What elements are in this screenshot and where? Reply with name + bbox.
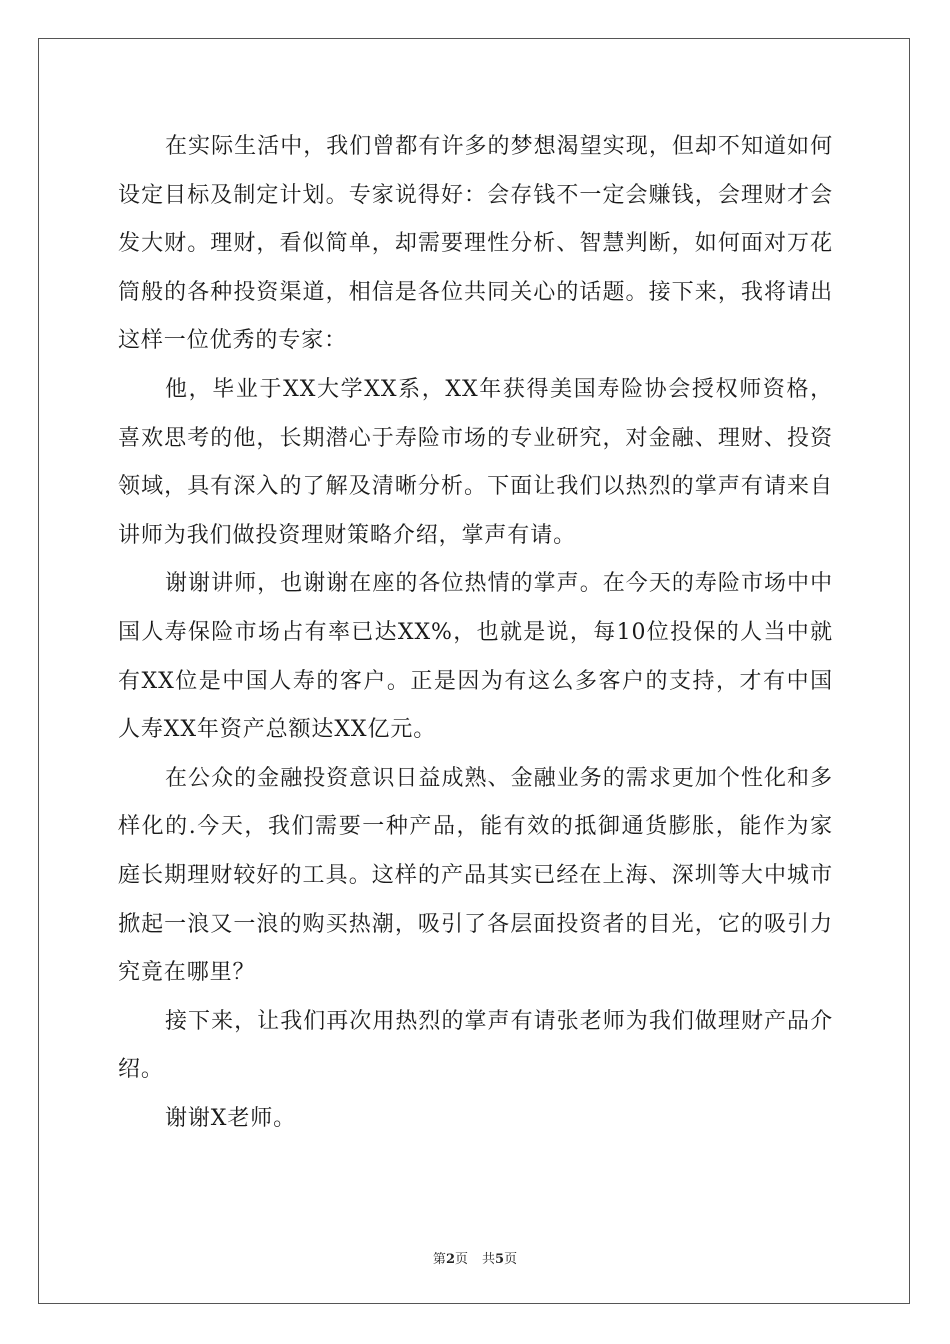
paragraph: 他，毕业于XX大学XX系，XX年获得美国寿险协会授权师资格，喜欢思考的他，长期潜心于寿险市场的专业研究，对金融、理财、投资领域，具有深入的了解及清晰分析。下面让我们以热烈的掌声有请来自讲师为我们做投资理财策略介绍，掌声有请。 (118, 376, 833, 548)
total-suffix: 页 (504, 1252, 518, 1267)
paragraph: 接下来，让我们再次用热烈的掌声有请张老师为我们做理财产品介绍。 (118, 1008, 833, 1083)
total-prefix: 共 (482, 1252, 496, 1267)
page-suffix: 页 (454, 1252, 468, 1267)
document-body (118, 123, 833, 1143)
current-page-number: 2 (445, 1252, 455, 1267)
total-page-count: 5 (495, 1252, 505, 1267)
paragraph: 在公众的金融投资意识日益成熟、金融业务的需求更加个性化和多样化的.今天，我们需要一种产品，能有效的抵御通货膨胀，能作为家庭长期理财较好的工具。这样的产品其实已经在上海、深圳等大中城市掀起一浪又一浪的购买热潮，吸引了各层面投资者的目光，它的吸引力究竟在哪里？ (118, 765, 833, 986)
page-prefix: 第 (432, 1252, 446, 1267)
paragraph: 谢谢X老师。 (165, 1105, 297, 1131)
page-footer (0, 1248, 950, 1267)
paragraph: 在实际生活中，我们曾都有许多的梦想渴望实现，但却不知道如何设定目标及制定计划。专家说得好：会存钱不一定会赚钱，会理财才会发大财。理财，看似简单，却需要理性分析、智慧判断，如何面对万花筒般的各种投资渠道，相信是各位共同关心的话题。接下来，我将请出这样一位优秀的专家： (118, 134, 833, 354)
paragraph: 谢谢讲师，也谢谢在座的各位热情的掌声。在今天的寿险市场中中国人寿保险市场占有率已达XX%，也就是说，每10位投保的人当中就有XX位是中国人寿的客户。正是因为有这么多客户的支持，才有中国人寿XX年资产总额达XX亿元。 (118, 571, 833, 743)
